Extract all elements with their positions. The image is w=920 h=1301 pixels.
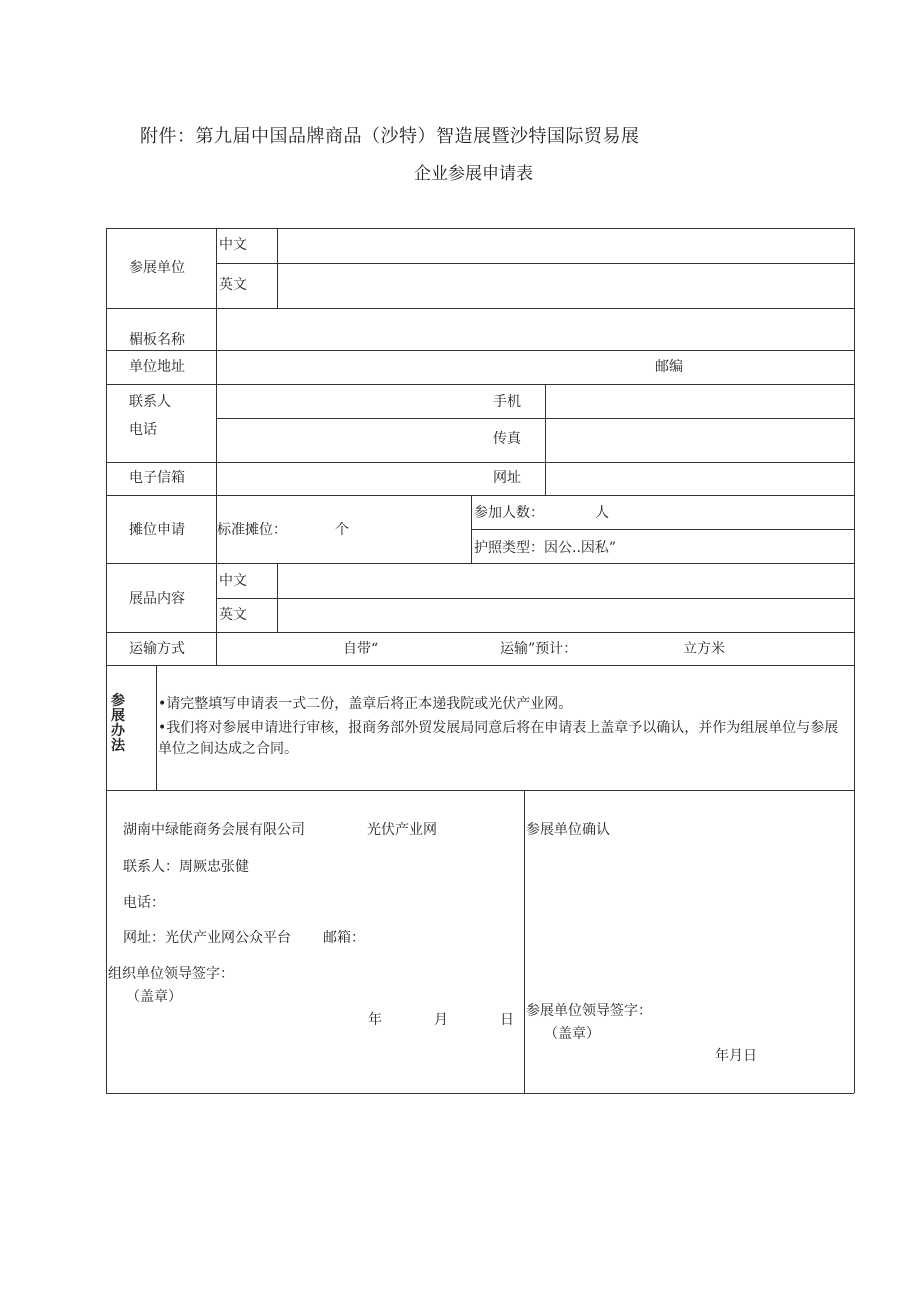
method-item-2: •我们将对参展申请进行审核，报商务部外贸发展局同意后将在申请表上盖章予以确认，并作为组展单位与参展单位之间达成之合同。 bbox=[158, 720, 839, 757]
organizer-sign-label: 组织单位领导签字： bbox=[108, 966, 234, 982]
exhibitor-chinese-label: 中文 bbox=[219, 237, 247, 253]
exhibitor-label: 参展单位 bbox=[129, 260, 185, 276]
organizer-network: 光伏产业网 bbox=[367, 822, 437, 838]
method-label: 参展办法 bbox=[111, 693, 125, 754]
organizer-seal: （盖章） bbox=[126, 989, 182, 1005]
standard-booth-label: 标准摊位： bbox=[217, 522, 287, 538]
exhibitor-confirm-date: 年月日 bbox=[715, 1048, 757, 1064]
organizer-company: 湖南中绿能商务会展有限公司 bbox=[123, 822, 305, 838]
email-field[interactable] bbox=[217, 463, 470, 494]
organizer-website: 网址：光伏产业网公众平台 bbox=[123, 930, 291, 946]
contact-label: 联系人 bbox=[129, 394, 171, 410]
website-field[interactable] bbox=[546, 463, 853, 494]
attendees-unit: 人 bbox=[595, 505, 609, 521]
fax-field[interactable] bbox=[546, 419, 853, 461]
organizer-contact: 联系人：周厥忠张健 bbox=[123, 859, 249, 875]
organizer-date-month: 月 bbox=[434, 1012, 448, 1028]
exhibitor-chinese-field[interactable] bbox=[278, 229, 853, 262]
exhibitor-confirm-title: 参展单位确认 bbox=[526, 822, 610, 838]
contact-field[interactable] bbox=[217, 385, 470, 417]
organizer-email: 邮箱： bbox=[323, 930, 365, 946]
address-label: 单位地址 bbox=[129, 359, 185, 375]
organizer-phone: 电话： bbox=[123, 895, 165, 911]
postcode-label: 邮编 bbox=[655, 359, 683, 375]
address-field[interactable] bbox=[217, 351, 637, 383]
fascia-name-label: 楣板名称 bbox=[129, 332, 185, 348]
phone-field[interactable] bbox=[217, 419, 470, 461]
website-label: 网址 bbox=[493, 470, 521, 486]
phone-label: 电话 bbox=[129, 422, 157, 438]
exhibitor-sign-label: 参展单位领导签字： bbox=[526, 1003, 652, 1019]
exhibitor-seal: （盖章） bbox=[544, 1026, 600, 1042]
booth-application-label: 摊位申请 bbox=[129, 522, 185, 538]
method-item-1: •请完整填写申请表一式二份，盖章后将正本递我院或光伏产业网。 bbox=[158, 696, 573, 712]
organizer-date-day: 日 bbox=[500, 1012, 514, 1028]
fax-label: 传真 bbox=[493, 431, 521, 447]
transport-self-carry[interactable]: 自带“ bbox=[343, 641, 379, 657]
booth-unit: 个 bbox=[335, 522, 349, 538]
document-title: 附件：第九届中国品牌商品（沙特）智造展暨沙特国际贸易展 bbox=[140, 126, 640, 147]
mobile-field[interactable] bbox=[546, 385, 853, 417]
passport-type[interactable]: 护照类型：因公..因私” bbox=[474, 540, 617, 556]
exhibitor-english-label: 英文 bbox=[219, 277, 247, 293]
organizer-date-year: 年 bbox=[368, 1012, 382, 1028]
exhibits-chinese-label: 中文 bbox=[219, 573, 247, 589]
transport-label: 运输方式 bbox=[129, 641, 185, 657]
form-title: 企业参展申请表 bbox=[414, 164, 533, 184]
transport-cubic-unit: 立方米 bbox=[683, 641, 725, 657]
mobile-label: 手机 bbox=[493, 394, 521, 410]
email-label: 电子信箱 bbox=[129, 470, 185, 486]
fascia-name-field[interactable] bbox=[217, 309, 853, 349]
exhibits-english-label: 英文 bbox=[219, 607, 247, 623]
exhibits-label: 展品内容 bbox=[129, 591, 185, 607]
attendees-label: 参加人数： bbox=[474, 505, 544, 521]
exhibitor-english-field[interactable] bbox=[278, 264, 853, 307]
transport-shipping[interactable]: 运输”预计： bbox=[500, 641, 578, 657]
exhibits-english-field[interactable] bbox=[278, 599, 853, 631]
exhibits-chinese-field[interactable] bbox=[278, 564, 853, 597]
